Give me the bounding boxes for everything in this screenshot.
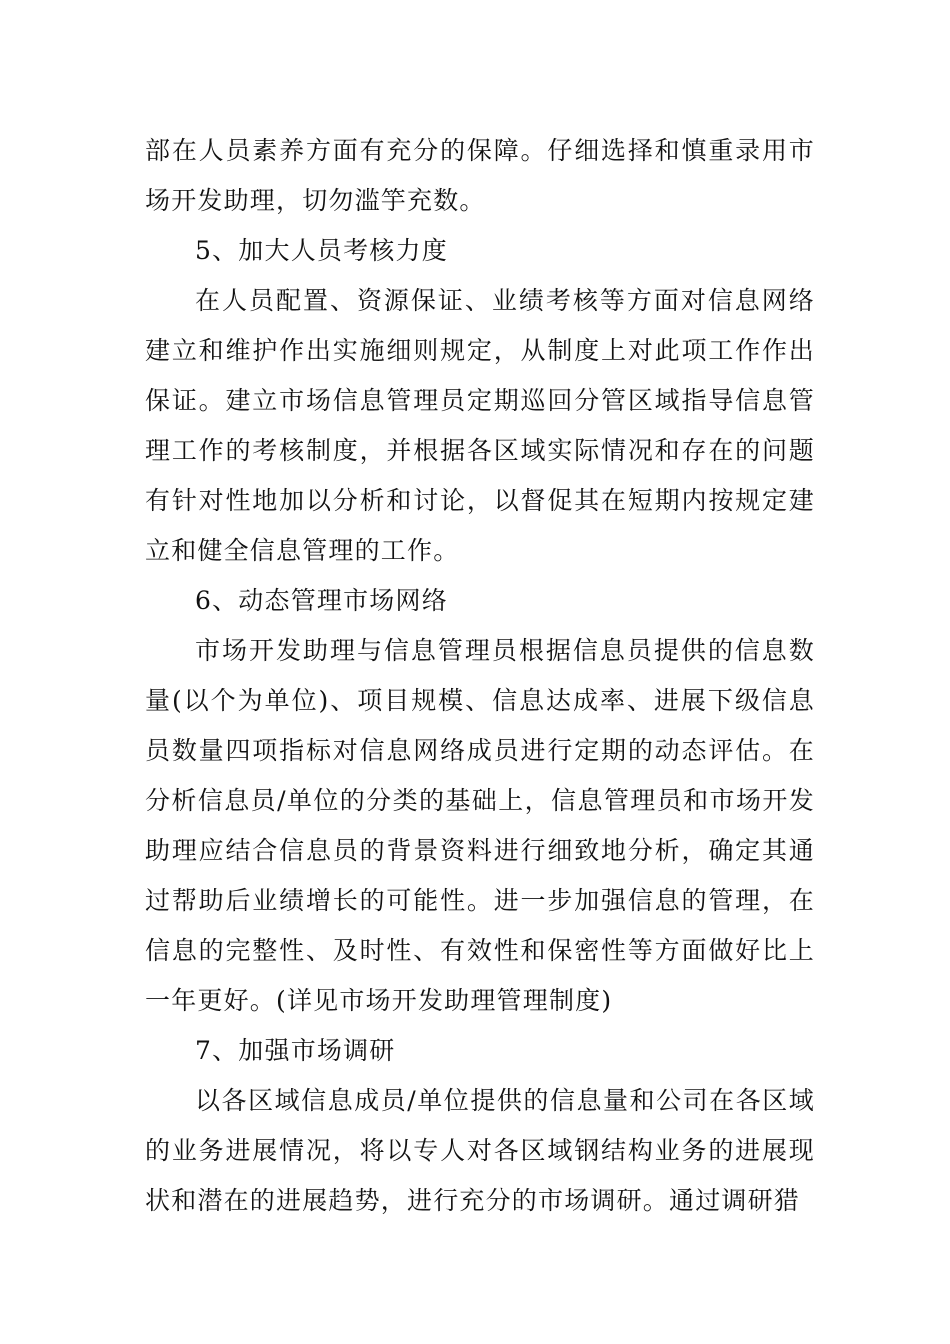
paragraph-network-management: 市场开发助理与信息管理员根据信息员提供的信息数量(以个为单位)、项目规模、信息达成率、进展下级信息员数量四项指标对信息网络成员进行定期的动态评估。在分析信息员/单位的分类的基础上，信息管理员和市场开发助理应结合信息员的背景资料进行细致地分析，确定其通过帮助后业绩增长的可能性。进一步加强信息的管理，在信息的完整性、及时性、有效性和保密性等方面做好比上一年更好。(详见市场开发助理管理制度) [145,636,815,1015]
paragraph-continued: 部在人员素养方面有充分的保障。仔细选择和慎重录用市场开发助理，切勿滥竽充数。 [145,136,815,215]
section-heading-7: 7、加强市场调研 [195,1036,396,1065]
document-body [145,126,815,1226]
paragraph-market-research: 以各区域信息成员/单位提供的信息量和公司在各区域的业务进展情况，将以专人对各区域钢结构业务的进展现状和潜在的进展趋势，进行充分的市场调研。通过调研猎 [145,1086,815,1215]
paragraph-assessment: 在人员配置、资源保证、业绩考核等方面对信息网络建立和维护作出实施细则规定，从制度上对此项工作作出保证。建立市场信息管理员定期巡回分管区域指导信息管理工作的考核制度，并根据各区域实际情况和存在的问题有针对性地加以分析和讨论，以督促其在短期内按规定建立和健全信息管理的工作。 [145,286,815,565]
section-heading-5: 5、加大人员考核力度 [195,236,448,265]
section-heading-6: 6、动态管理市场网络 [195,586,448,615]
